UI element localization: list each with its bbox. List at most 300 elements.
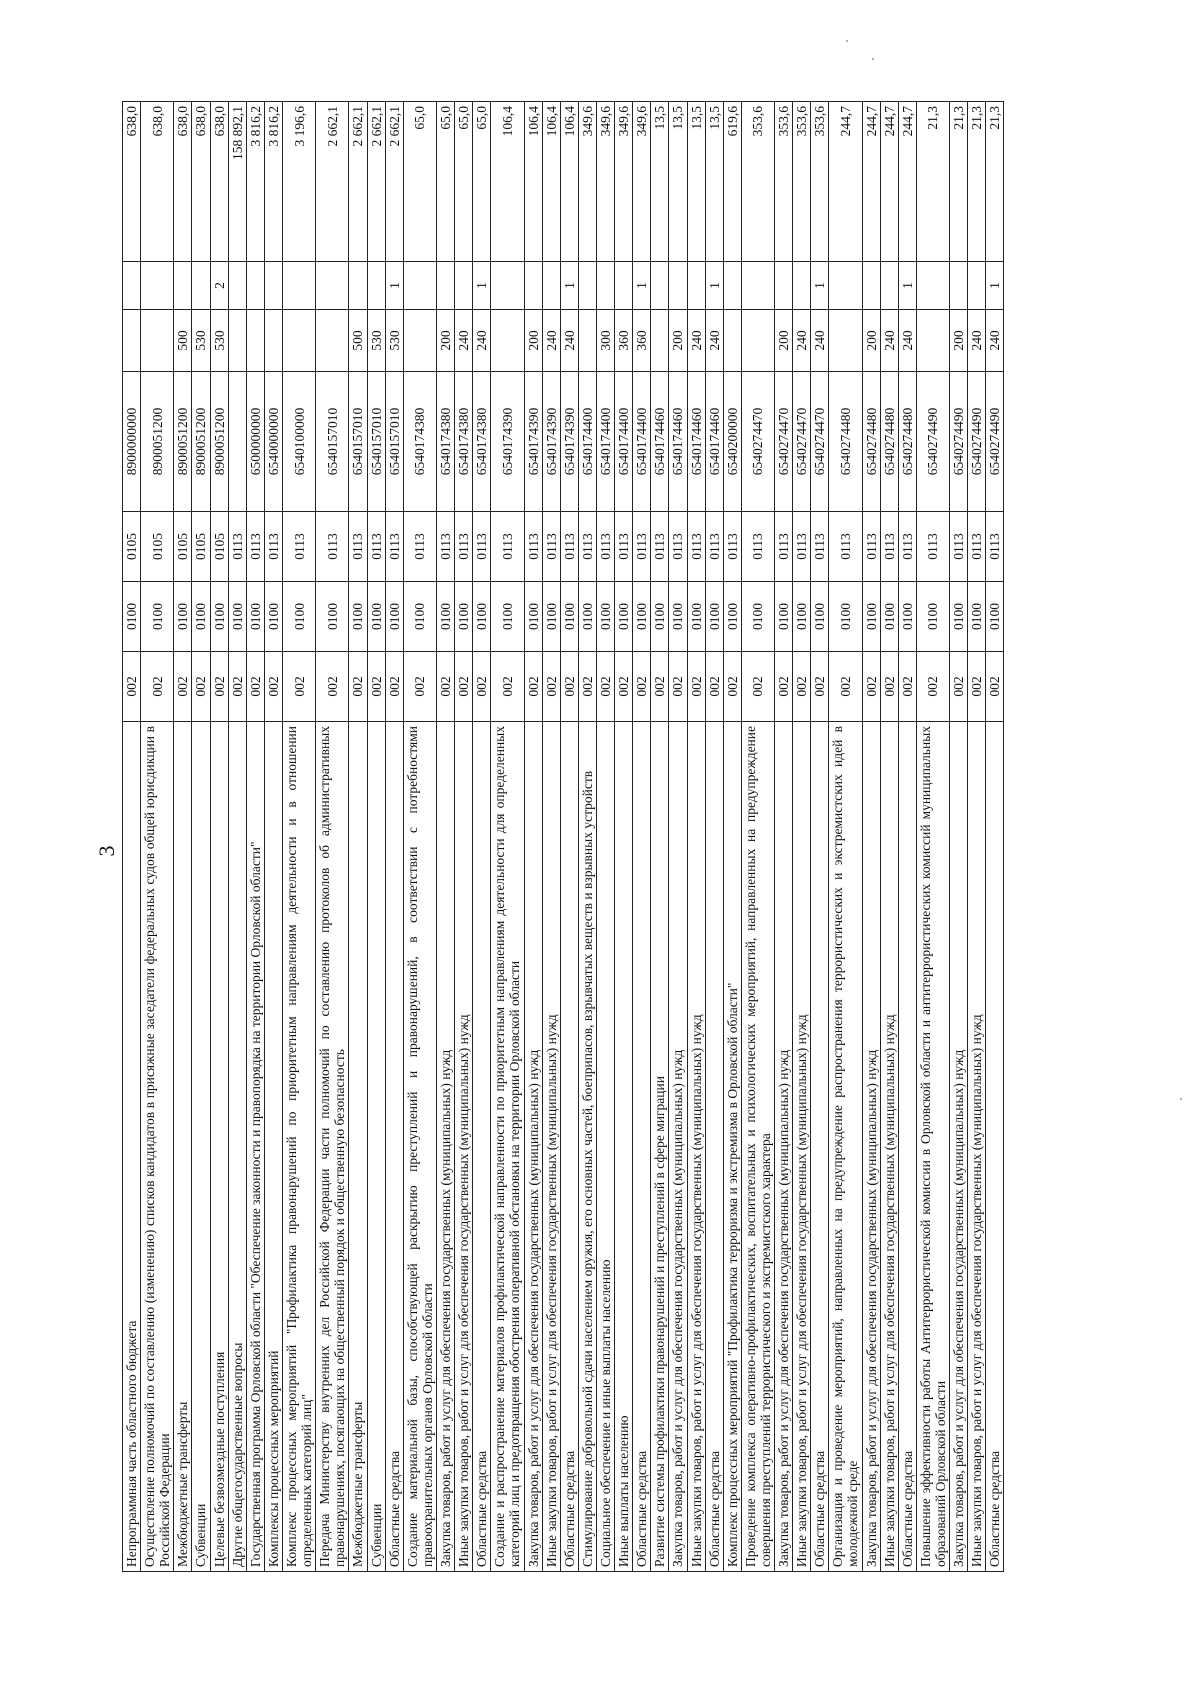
target-article-code-cell: 6540274490 [950, 372, 968, 512]
ved-code-cell: 002 [210, 652, 228, 722]
subsection-code-cell: 0113 [793, 512, 811, 582]
expense-type-code-cell [123, 310, 141, 372]
amount-cell: 638,0 [141, 102, 174, 262]
expense-type-code-cell: 200 [950, 310, 968, 372]
subsection-code-cell: 0105 [141, 512, 174, 582]
section-code-cell: 0100 [473, 582, 491, 652]
expense-type-code-cell: 500 [349, 310, 367, 372]
expense-type-code-cell: 530 [385, 310, 403, 372]
subsection-code-cell: 0113 [723, 512, 741, 582]
table-row [123, 102, 141, 1572]
subsection-code-cell: 0113 [950, 512, 968, 582]
subsection-code-cell: 0113 [491, 512, 524, 582]
amount-cell: 244,7 [829, 102, 862, 262]
expense-type-code-cell [246, 310, 264, 372]
source-mark-cell [829, 262, 862, 310]
table-row [436, 102, 454, 1572]
subsection-code-cell: 0113 [898, 512, 916, 582]
item-name-cell: Повышение эффективности работы Антитеррористической комиссии в Орловской области и антитеррористических комиссий муниципальных образований Орловской области [916, 722, 949, 1572]
subsection-code-cell: 0113 [669, 512, 687, 582]
table-row [542, 102, 560, 1572]
table-row [898, 102, 916, 1572]
table-row [596, 102, 614, 1572]
section-code-cell: 0100 [246, 582, 264, 652]
expense-type-code-cell [916, 310, 949, 372]
target-article-code-cell: 6540274470 [741, 372, 774, 512]
source-mark-cell [282, 262, 315, 310]
target-article-code-cell: 6540174400 [578, 372, 596, 512]
ved-code-cell: 002 [968, 652, 986, 722]
subsection-code-cell: 0113 [986, 512, 1004, 582]
source-mark-cell: 1 [986, 262, 1004, 310]
source-mark-cell [596, 262, 614, 310]
ved-code-cell: 002 [775, 652, 793, 722]
target-article-code-cell: 6540157010 [367, 372, 385, 512]
ved-code-cell: 002 [669, 652, 687, 722]
target-article-code-cell: 6500000000 [246, 372, 264, 512]
amount-cell: 3 816,2 [264, 102, 282, 262]
amount-cell: 638,0 [192, 102, 210, 262]
item-name-cell: Иные закупки товаров, работ и услуг для обеспечения государственных (муниципальных) нужд [793, 722, 811, 1572]
expense-type-code-cell [651, 310, 669, 372]
scan-speck [872, 58, 874, 60]
expense-type-code-cell: 240 [898, 310, 916, 372]
target-article-code-cell: 8900051200 [174, 372, 192, 512]
expense-type-code-cell [228, 310, 246, 372]
expense-type-code-cell: 530 [210, 310, 228, 372]
expense-type-code-cell [723, 310, 741, 372]
section-code-cell: 0100 [349, 582, 367, 652]
source-mark-cell: 1 [633, 262, 651, 310]
source-mark-cell [968, 262, 986, 310]
amount-cell: 244,7 [898, 102, 916, 262]
expense-type-code-cell: 240 [880, 310, 898, 372]
target-article-code-cell: 6540200000 [723, 372, 741, 512]
subsection-code-cell: 0113 [436, 512, 454, 582]
subsection-code-cell: 0113 [596, 512, 614, 582]
ved-code-cell: 002 [986, 652, 1004, 722]
source-mark-cell [916, 262, 949, 310]
item-name-cell: Областные средства [811, 722, 829, 1572]
target-article-code-cell: 6540174390 [542, 372, 560, 512]
target-article-code-cell: 6540174460 [687, 372, 705, 512]
section-code-cell: 0100 [741, 582, 774, 652]
subsection-code-cell: 0113 [880, 512, 898, 582]
item-name-cell: Межбюджетные трансферты [174, 722, 192, 1572]
source-mark-cell: 1 [473, 262, 491, 310]
source-mark-cell: 1 [385, 262, 403, 310]
source-mark-cell [367, 262, 385, 310]
expense-type-code-cell [264, 310, 282, 372]
section-code-cell: 0100 [491, 582, 524, 652]
expense-type-code-cell: 200 [669, 310, 687, 372]
expense-type-code-cell: 240 [455, 310, 473, 372]
table-row [524, 102, 542, 1572]
section-code-cell: 0100 [141, 582, 174, 652]
source-mark-cell [436, 262, 454, 310]
expense-type-code-cell: 200 [775, 310, 793, 372]
amount-cell: 2 662,1 [367, 102, 385, 262]
source-mark-cell [687, 262, 705, 310]
target-article-code-cell: 6540174380 [403, 372, 436, 512]
subsection-code-cell: 0113 [862, 512, 880, 582]
source-mark-cell [880, 262, 898, 310]
subsection-code-cell: 0113 [578, 512, 596, 582]
ved-code-cell: 002 [316, 652, 349, 722]
table-row [793, 102, 811, 1572]
expense-type-code-cell [578, 310, 596, 372]
target-article-code-cell: 6540174390 [491, 372, 524, 512]
item-name-cell: Целевые безвозмездные поступления [210, 722, 228, 1572]
section-code-cell: 0100 [950, 582, 968, 652]
section-code-cell: 0100 [633, 582, 651, 652]
item-name-cell: Субвенции [367, 722, 385, 1572]
table-row [282, 102, 315, 1572]
expense-type-code-cell: 240 [793, 310, 811, 372]
amount-cell: 21,3 [968, 102, 986, 262]
amount-cell: 353,6 [775, 102, 793, 262]
source-mark-cell [615, 262, 633, 310]
item-name-cell: Областные средства [986, 722, 1004, 1572]
target-article-code-cell: 6540274480 [880, 372, 898, 512]
target-article-code-cell: 6540174460 [669, 372, 687, 512]
amount-cell: 2 662,1 [385, 102, 403, 262]
ved-code-cell: 002 [123, 652, 141, 722]
target-article-code-cell [228, 372, 246, 512]
table-row [455, 102, 473, 1572]
expense-type-code-cell: 200 [862, 310, 880, 372]
ved-code-cell: 002 [651, 652, 669, 722]
target-article-code-cell: 6540274490 [986, 372, 1004, 512]
ved-code-cell: 002 [560, 652, 578, 722]
item-name-cell: Областные средства [385, 722, 403, 1572]
ved-code-cell: 002 [524, 652, 542, 722]
subsection-code-cell: 0113 [633, 512, 651, 582]
subsection-code-cell: 0113 [473, 512, 491, 582]
source-mark-cell [651, 262, 669, 310]
expense-type-code-cell [741, 310, 774, 372]
table-row [829, 102, 862, 1572]
scan-speck [1180, 1098, 1182, 1100]
target-article-code-cell: 6540174390 [524, 372, 542, 512]
ved-code-cell: 002 [862, 652, 880, 722]
table-row [385, 102, 403, 1572]
source-mark-cell [741, 262, 774, 310]
section-code-cell: 0100 [829, 582, 862, 652]
target-article-code-cell: 6540157010 [385, 372, 403, 512]
table-row [210, 102, 228, 1572]
target-article-code-cell: 6540274490 [968, 372, 986, 512]
expense-type-code-cell: 240 [560, 310, 578, 372]
target-article-code-cell: 6540274470 [775, 372, 793, 512]
section-code-cell: 0100 [560, 582, 578, 652]
expense-type-code-cell: 240 [687, 310, 705, 372]
ved-code-cell: 002 [141, 652, 174, 722]
ved-code-cell: 002 [455, 652, 473, 722]
source-mark-cell [542, 262, 560, 310]
expense-type-code-cell: 200 [524, 310, 542, 372]
amount-cell: 13,5 [651, 102, 669, 262]
subsection-code-cell: 0113 [811, 512, 829, 582]
subsection-code-cell: 0113 [615, 512, 633, 582]
amount-cell: 21,3 [916, 102, 949, 262]
item-name-cell: Комплекс процессных мероприятий "Профилактика терроризма и экстремизма в Орловской области" [723, 722, 741, 1572]
target-article-code-cell: 6540157010 [316, 372, 349, 512]
amount-cell: 638,0 [174, 102, 192, 262]
target-article-code-cell: 6540174380 [455, 372, 473, 512]
item-name-cell: Передача Министерству внутренних дел Российской Федерации части полномочий по составлению протоколов об административных правонарушениях, посягающих на общественный порядок и общественную безопасность [316, 722, 349, 1572]
amount-cell: 13,5 [705, 102, 723, 262]
ved-code-cell: 002 [282, 652, 315, 722]
item-name-cell: Создание материальной базы, способствующей раскрытию преступлений и правонарушений, в соответствии с потребностями правоохранительных органов Орловской области [403, 722, 436, 1572]
scan-speck [846, 40, 848, 42]
amount-cell: 638,0 [123, 102, 141, 262]
subsection-code-cell: 0105 [210, 512, 228, 582]
amount-cell: 21,3 [950, 102, 968, 262]
source-mark-cell [403, 262, 436, 310]
item-name-cell: Областные средства [633, 722, 651, 1572]
table-row [316, 102, 349, 1572]
amount-cell: 349,6 [633, 102, 651, 262]
source-mark-cell [950, 262, 968, 310]
ved-code-cell: 002 [811, 652, 829, 722]
section-code-cell: 0100 [367, 582, 385, 652]
section-code-cell: 0100 [192, 582, 210, 652]
item-name-cell: Областные средства [560, 722, 578, 1572]
amount-cell: 65,0 [403, 102, 436, 262]
target-article-code-cell: 6540157010 [349, 372, 367, 512]
source-mark-cell [349, 262, 367, 310]
ved-code-cell: 002 [228, 652, 246, 722]
source-mark-cell [669, 262, 687, 310]
table-row [775, 102, 793, 1572]
item-name-cell: Закупка товаров, работ и услуг для обеспечения государственных (муниципальных) нужд [775, 722, 793, 1572]
amount-cell: 353,6 [811, 102, 829, 262]
amount-cell: 349,6 [615, 102, 633, 262]
section-code-cell: 0100 [775, 582, 793, 652]
ved-code-cell: 002 [264, 652, 282, 722]
amount-cell: 65,0 [436, 102, 454, 262]
section-code-cell: 0100 [282, 582, 315, 652]
amount-cell: 244,7 [880, 102, 898, 262]
subsection-code-cell: 0113 [316, 512, 349, 582]
page-number: 3 [94, 845, 119, 857]
ved-code-cell: 002 [403, 652, 436, 722]
source-mark-cell [775, 262, 793, 310]
section-code-cell: 0100 [524, 582, 542, 652]
expense-type-code-cell: 300 [596, 310, 614, 372]
item-name-cell: Иные закупки товаров, работ и услуг для обеспечения государственных (муниципальных) нужд [455, 722, 473, 1572]
table-row [141, 102, 174, 1572]
item-name-cell: Стимулирование добровольной сдачи населением оружия, его основных частей, боеприпасов, взрывчатых веществ и взрывных устройств [578, 722, 596, 1572]
expense-type-code-cell: 200 [436, 310, 454, 372]
ved-code-cell: 002 [880, 652, 898, 722]
subsection-code-cell: 0113 [741, 512, 774, 582]
table-row [741, 102, 774, 1572]
target-article-code-cell: 8900000000 [123, 372, 141, 512]
section-code-cell: 0100 [542, 582, 560, 652]
table-row [880, 102, 898, 1572]
table-row [633, 102, 651, 1572]
target-article-code-cell: 6540274480 [862, 372, 880, 512]
source-mark-cell [246, 262, 264, 310]
item-name-cell: Областные средства [473, 722, 491, 1572]
rotated-page [122, 102, 1182, 1572]
subsection-code-cell: 0113 [282, 512, 315, 582]
item-name-cell: Создание и распространение материалов профилактической направленности по приоритетным направлениям деятельности для определенных категорий лиц и предотвращения обострения оперативной обстановки на территории Орловской области [491, 722, 524, 1572]
amount-cell: 3 196,6 [282, 102, 315, 262]
item-name-cell: Иные закупки товаров, работ и услуг для обеспечения государственных (муниципальных) нужд [968, 722, 986, 1572]
expense-type-code-cell: 240 [473, 310, 491, 372]
amount-cell: 106,4 [542, 102, 560, 262]
subsection-code-cell: 0113 [524, 512, 542, 582]
target-article-code-cell: 6540174460 [705, 372, 723, 512]
ved-code-cell: 002 [633, 652, 651, 722]
amount-cell: 106,4 [524, 102, 542, 262]
ved-code-cell: 002 [615, 652, 633, 722]
ved-code-cell: 002 [793, 652, 811, 722]
amount-cell: 349,6 [596, 102, 614, 262]
subsection-code-cell: 0105 [192, 512, 210, 582]
expense-type-code-cell [282, 310, 315, 372]
item-name-cell: Социальное обеспечение и иные выплаты населению [596, 722, 614, 1572]
subsection-code-cell: 0113 [651, 512, 669, 582]
item-name-cell: Иные закупки товаров, работ и услуг для обеспечения государственных (муниципальных) нужд [687, 722, 705, 1572]
source-mark-cell [192, 262, 210, 310]
subsection-code-cell: 0113 [264, 512, 282, 582]
table-row [950, 102, 968, 1572]
ved-code-cell: 002 [741, 652, 774, 722]
item-name-cell: Осуществление полномочий по составлению (изменению) списков кандидатов в присяжные заседатели федеральных судов общей юрисдикции в Российской Федерации [141, 722, 174, 1572]
subsection-code-cell: 0105 [174, 512, 192, 582]
subsection-code-cell: 0113 [829, 512, 862, 582]
section-code-cell: 0100 [916, 582, 949, 652]
subsection-code-cell: 0113 [455, 512, 473, 582]
source-mark-cell [174, 262, 192, 310]
item-name-cell: Закупка товаров, работ и услуг для обеспечения государственных (муниципальных) нужд [436, 722, 454, 1572]
table-row [723, 102, 741, 1572]
target-article-code-cell: 6540174380 [436, 372, 454, 512]
source-mark-cell [264, 262, 282, 310]
table-row [862, 102, 880, 1572]
ved-code-cell: 002 [385, 652, 403, 722]
subsection-code-cell: 0113 [246, 512, 264, 582]
target-article-code-cell: 6540000000 [264, 372, 282, 512]
section-code-cell: 0100 [669, 582, 687, 652]
ved-code-cell: 002 [367, 652, 385, 722]
amount-cell: 106,4 [560, 102, 578, 262]
subsection-code-cell: 0113 [228, 512, 246, 582]
expense-type-code-cell: 240 [542, 310, 560, 372]
table-row [615, 102, 633, 1572]
expense-type-code-cell: 500 [174, 310, 192, 372]
item-name-cell: Иные закупки товаров, работ и услуг для обеспечения государственных (муниципальных) нужд [542, 722, 560, 1572]
section-code-cell: 0100 [615, 582, 633, 652]
expense-type-code-cell: 240 [705, 310, 723, 372]
table-row [174, 102, 192, 1572]
amount-cell: 638,0 [210, 102, 228, 262]
section-code-cell: 0100 [455, 582, 473, 652]
item-name-cell: Государственная программа Орловской области "Обеспечение законности и правопорядка на территории Орловской области" [246, 722, 264, 1572]
item-name-cell: Развитие системы профилактики правонарушений и преступлений в сфере миграции [651, 722, 669, 1572]
table-row [986, 102, 1004, 1572]
source-mark-cell [228, 262, 246, 310]
source-mark-cell [316, 262, 349, 310]
source-mark-cell: 1 [560, 262, 578, 310]
item-name-cell: Областные средства [705, 722, 723, 1572]
target-article-code-cell: 6540174400 [615, 372, 633, 512]
table-row [367, 102, 385, 1572]
amount-cell: 13,5 [687, 102, 705, 262]
subsection-code-cell: 0113 [349, 512, 367, 582]
ved-code-cell: 002 [473, 652, 491, 722]
table-row [705, 102, 723, 1572]
subsection-code-cell: 0113 [367, 512, 385, 582]
amount-cell: 3 816,2 [246, 102, 264, 262]
subsection-code-cell: 0113 [403, 512, 436, 582]
subsection-code-cell: 0113 [705, 512, 723, 582]
item-name-cell: Иные закупки товаров, работ и услуг для обеспечения государственных (муниципальных) нужд [880, 722, 898, 1572]
target-article-code-cell: 6540174390 [560, 372, 578, 512]
item-name-cell: Межбюджетные трансферты [349, 722, 367, 1572]
target-article-code-cell: 6540274480 [829, 372, 862, 512]
budget-table-body [123, 102, 1004, 1572]
subsection-code-cell: 0113 [385, 512, 403, 582]
ved-code-cell: 002 [898, 652, 916, 722]
item-name-cell: Закупка товаров, работ и услуг для обеспечения государственных (муниципальных) нужд [950, 722, 968, 1572]
ved-code-cell: 002 [916, 652, 949, 722]
table-row [560, 102, 578, 1572]
table-row [651, 102, 669, 1572]
section-code-cell: 0100 [436, 582, 454, 652]
source-mark-cell [862, 262, 880, 310]
target-article-code-cell: 6540274470 [793, 372, 811, 512]
section-code-cell: 0100 [862, 582, 880, 652]
amount-cell: 244,7 [862, 102, 880, 262]
item-name-cell: Комплекс процессных мероприятий "Профилактика правонарушений по приоритетным направлениям деятельности и в отношении определенных категорий лиц" [282, 722, 315, 1572]
target-article-code-cell: 8900051200 [141, 372, 174, 512]
table-row [192, 102, 210, 1572]
table-row [246, 102, 264, 1572]
table-row [228, 102, 246, 1572]
expense-type-code-cell [141, 310, 174, 372]
expense-type-code-cell: 240 [811, 310, 829, 372]
ved-code-cell: 002 [723, 652, 741, 722]
table-row [669, 102, 687, 1572]
ved-code-cell: 002 [192, 652, 210, 722]
ved-code-cell: 002 [705, 652, 723, 722]
ved-code-cell: 002 [687, 652, 705, 722]
amount-cell: 21,3 [986, 102, 1004, 262]
amount-cell: 158 892,1 [228, 102, 246, 262]
amount-cell: 13,5 [669, 102, 687, 262]
item-name-cell: Областные средства [898, 722, 916, 1572]
item-name-cell: Другие общегосударственные вопросы [228, 722, 246, 1572]
section-code-cell: 0100 [811, 582, 829, 652]
expense-type-code-cell [316, 310, 349, 372]
amount-cell: 619,6 [723, 102, 741, 262]
section-code-cell: 0100 [316, 582, 349, 652]
amount-cell: 106,4 [491, 102, 524, 262]
source-mark-cell [123, 262, 141, 310]
target-article-code-cell: 6540174400 [633, 372, 651, 512]
table-row [687, 102, 705, 1572]
subsection-code-cell: 0105 [123, 512, 141, 582]
amount-cell: 353,6 [793, 102, 811, 262]
item-name-cell: Иные выплаты населению [615, 722, 633, 1572]
expense-type-code-cell: 360 [615, 310, 633, 372]
table-row [473, 102, 491, 1572]
